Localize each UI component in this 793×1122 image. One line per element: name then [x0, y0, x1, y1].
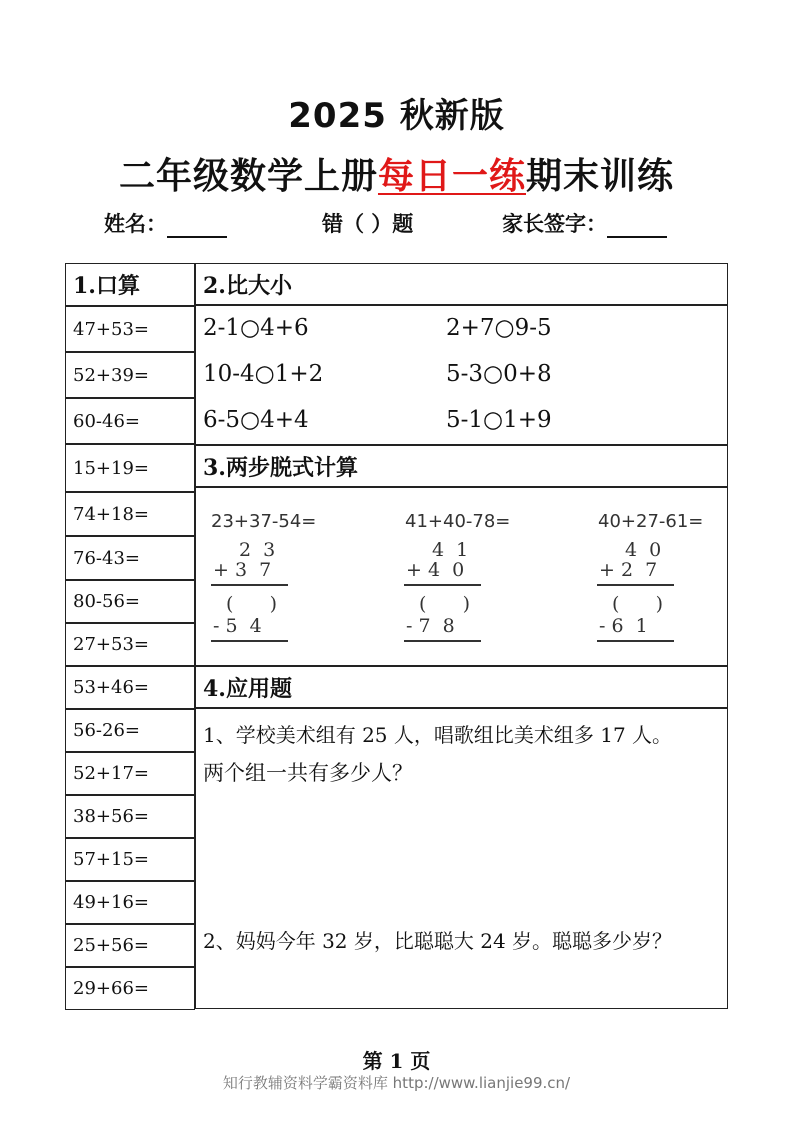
vertical-line — [597, 584, 674, 586]
compare-heading: 2.比大小 — [195, 263, 728, 305]
oral-heading: 1.口算 — [65, 263, 195, 306]
parent-sign-blank — [607, 216, 667, 238]
oral-item: 27+53= — [65, 623, 195, 666]
two-step-equation: 23+37-54= — [211, 511, 317, 532]
vertical-row: + 2 7 — [599, 559, 658, 581]
oral-item: 47+53= — [65, 306, 195, 352]
two-step-heading: 3.两步脱式计算 — [195, 445, 728, 487]
oral-item: 49+16= — [65, 881, 195, 924]
oral-item: 52+39= — [65, 352, 195, 398]
title-daily-practice: 每日一练 — [377, 156, 526, 197]
oral-item: 60-46= — [65, 398, 195, 444]
compare-item: 10-4○1+2 — [203, 361, 324, 387]
vertical-row: ( ) — [226, 593, 278, 615]
word-problem-2: 2、妈妈今年 32 岁，比聪聪大 24 岁。聪聪多少岁？ — [203, 929, 673, 953]
compare-item: 6-5○4+4 — [203, 407, 309, 433]
compare-item: 2+7○9-5 — [446, 315, 552, 341]
title-main — [0, 148, 793, 199]
word-problems-heading: 4.应用题 — [195, 666, 728, 708]
vertical-line — [404, 640, 481, 642]
oral-item: 25+56= — [65, 924, 195, 967]
vertical-row: ( ) — [612, 593, 664, 615]
oral-item: 80-56= — [65, 580, 195, 623]
compare-item: 2-1○4+6 — [203, 315, 309, 341]
parent-sign-field — [502, 208, 667, 238]
oral-item: 56-26= — [65, 709, 195, 752]
vertical-line — [211, 584, 288, 586]
title-year: 2025 秋新版 — [288, 96, 505, 136]
word-problem-1-line2: 两个组一共有多少人？ — [203, 761, 413, 785]
error-count-label: 错（ ）题 — [322, 212, 414, 236]
oral-item: 52+17= — [65, 752, 195, 795]
vertical-line — [404, 584, 481, 586]
vertical-row: 4 1 — [432, 539, 469, 561]
name-blank — [167, 216, 227, 238]
vertical-row: + 3 7 — [213, 559, 272, 581]
vertical-row: - 7 8 — [406, 615, 455, 637]
vertical-line — [597, 640, 674, 642]
word-problem-1-line1: 1、学校美术组有 25 人，唱歌组比美术组多 17 人。 — [203, 723, 673, 747]
oral-item: 53+46= — [65, 666, 195, 709]
oral-item: 57+15= — [65, 838, 195, 881]
vertical-row: 2 3 — [239, 539, 276, 561]
vertical-row: + 4 0 — [406, 559, 465, 581]
name-field — [104, 208, 227, 238]
oral-item: 76-43= — [65, 536, 195, 580]
vertical-line — [211, 640, 288, 642]
vertical-row: 4 0 — [625, 539, 662, 561]
two-step-equation: 40+27-61= — [598, 511, 704, 532]
source-watermark: 知行教辅资料学霸资料库 http://www.lianjie99.cn/ — [222, 1074, 571, 1092]
oral-item: 74+18= — [65, 492, 195, 536]
vertical-row: - 5 4 — [213, 615, 262, 637]
page-number: 第 1 页 — [362, 1049, 431, 1073]
parent-sign-label: 家长签字： — [502, 212, 607, 236]
name-label: 姓名： — [104, 212, 167, 236]
vertical-row: - 6 1 — [599, 615, 648, 637]
two-step-equation: 41+40-78= — [405, 511, 511, 532]
oral-item: 15+19= — [65, 444, 195, 492]
title-grade: 二年级数学上册 — [118, 156, 378, 197]
compare-item: 5-3○0+8 — [446, 361, 552, 387]
vertical-row: ( ) — [419, 593, 471, 615]
compare-item: 5-1○1+9 — [446, 407, 552, 433]
oral-item: 38+56= — [65, 795, 195, 838]
oral-item: 29+66= — [65, 967, 195, 1010]
title-final: 期末训练 — [526, 156, 675, 197]
